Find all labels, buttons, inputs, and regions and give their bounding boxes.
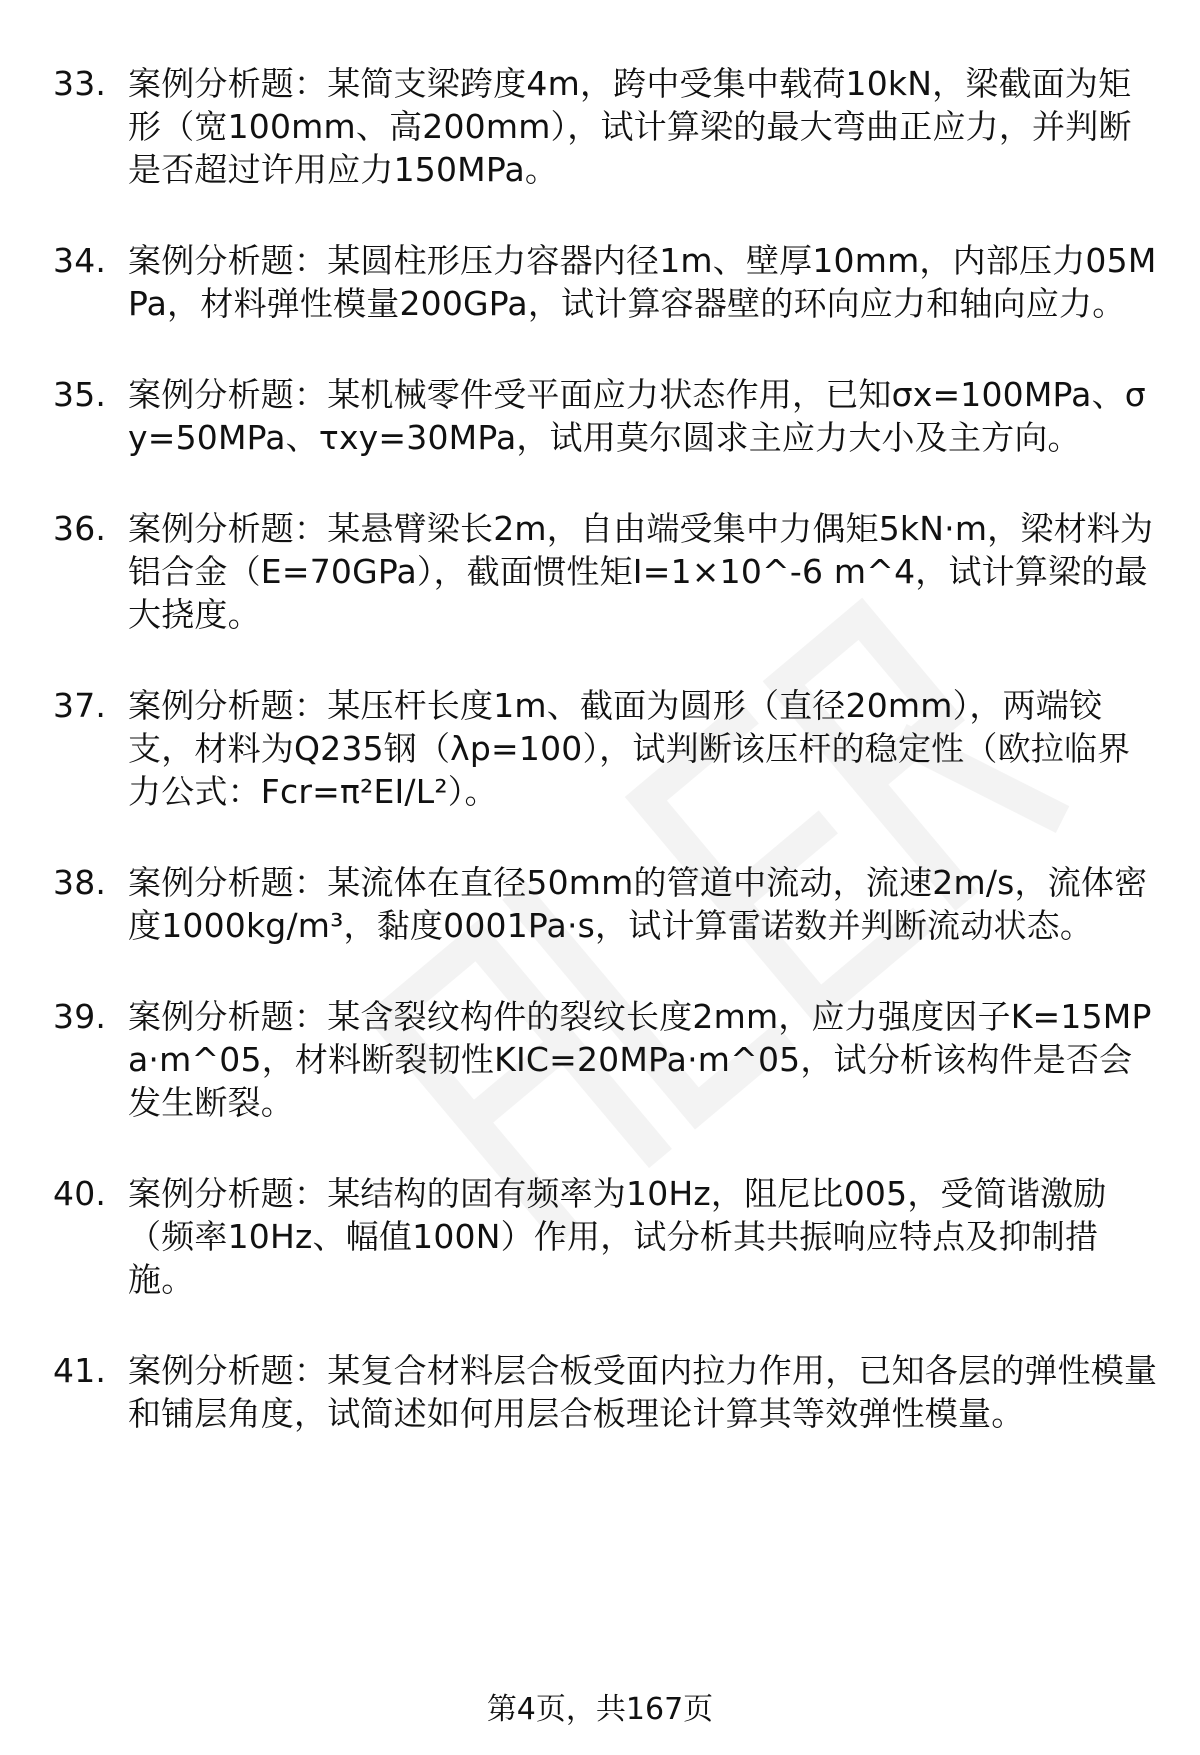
question-text: 案例分析题：某压杆长度1m、截面为圆形（直径20mm），两端铰支，材料为Q235钢（λp=100），试判断该压杆的稳定性（欧拉临界力公式：Fcr=π²EI/L²）。	[128, 686, 1131, 811]
question-number: 34.	[53, 241, 107, 280]
question-text: 案例分析题：某含裂纹构件的裂纹长度2mm，应力强度因子K=15MPa·m^05，材料断裂韧性KIC=20MPa·m^05，试分析该构件是否会发生断裂。	[128, 997, 1152, 1122]
question-item	[0, 507, 1200, 636]
question-list	[0, 62, 1200, 1483]
question-item	[0, 373, 1200, 459]
page-number-label: 第4页，共167页	[486, 1692, 714, 1727]
question-text: 案例分析题：某复合材料层合板受面内拉力作用，已知各层的弹性模量和铺层角度，试简述如何用层合板理论计算其等效弹性模量。	[128, 1351, 1158, 1433]
question-item	[0, 62, 1200, 191]
question-number: 39.	[53, 997, 107, 1036]
question-text: 案例分析题：某圆柱形压力容器内径1m、壁厚10mm，内部压力05MPa，材料弹性模量200GPa，试计算容器壁的环向应力和轴向应力。	[128, 241, 1157, 323]
question-text: 案例分析题：某结构的固有频率为10Hz，阻尼比005，受简谐激励（频率10Hz、幅值100N）作用，试分析其共振响应特点及抑制措施。	[128, 1174, 1107, 1299]
question-number: 37.	[53, 686, 107, 725]
question-item	[0, 1349, 1200, 1435]
question-item	[0, 239, 1200, 325]
question-text: 案例分析题：某流体在直径50mm的管道中流动，流速2m/s，流体密度1000kg/m³，黏度0001Pa·s，试计算雷诺数并判断流动状态。	[128, 863, 1148, 945]
question-number: 33.	[53, 64, 107, 103]
question-item	[0, 1172, 1200, 1301]
question-item	[0, 995, 1200, 1124]
page-footer	[0, 1690, 1200, 1730]
question-text: 案例分析题：某悬臂梁长2m，自由端受集中力偶矩5kN·m，梁材料为铝合金（E=70GPa），截面惯性矩I=1×10^-6 m^4，试计算梁的最大挠度。	[128, 509, 1154, 634]
question-number: 35.	[53, 375, 107, 414]
question-number: 41.	[53, 1351, 107, 1390]
question-number: 36.	[53, 509, 107, 548]
question-number: 38.	[53, 863, 107, 902]
question-number: 40.	[53, 1174, 107, 1213]
question-item	[0, 684, 1200, 813]
question-text: 案例分析题：某简支梁跨度4m，跨中受集中载荷10kN，梁截面为矩形（宽100mm、高200mm），试计算梁的最大弯曲正应力，并判断是否超过许用应力150MPa。	[128, 64, 1132, 189]
question-text: 案例分析题：某机械零件受平面应力状态作用，已知σx=100MPa、σy=50MPa、τxy=30MPa，试用莫尔圆求主应力大小及主方向。	[128, 375, 1146, 457]
question-item	[0, 861, 1200, 947]
